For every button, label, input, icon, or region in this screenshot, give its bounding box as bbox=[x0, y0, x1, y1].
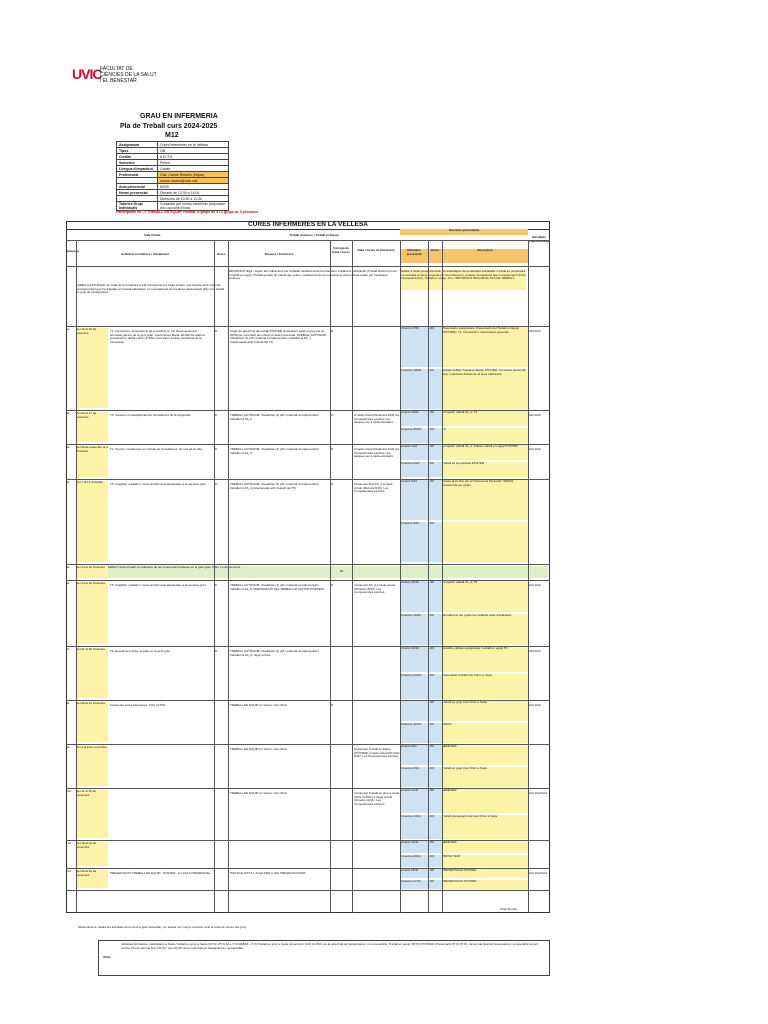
week-aula-activities: T1. Introducció. Antecedents de l'envelliment. T2. Reconeixement i acompanyament de la gent gran. Conferència Marta: ELGIF file audit la presentació i debat entorn al llibre 'Cuit vitero a casa: la història de la formadora' bbox=[110, 329, 205, 344]
header-setmana: Setmana bbox=[66, 249, 79, 253]
week-carrega: 2h bbox=[330, 482, 334, 486]
week-hores bbox=[214, 872, 228, 880]
week-carrega: 2h bbox=[330, 413, 334, 417]
week-hores: 2h bbox=[214, 583, 218, 587]
week-hores: 2h bbox=[214, 413, 218, 417]
week-aula-activities bbox=[110, 748, 212, 786]
info-key: Tutories Grup/ Individuals bbox=[117, 202, 158, 211]
week-lliurament: Lliurament FA_4 a l'aula virtual (Dimarts 15/10). Les Competències escrites. bbox=[354, 583, 395, 595]
week-resultats bbox=[528, 844, 550, 858]
week-resultats: RA2 RA3 bbox=[528, 329, 541, 333]
column-divider bbox=[400, 240, 401, 913]
session-hours: 1:00 bbox=[428, 522, 442, 562]
session-hours: 1:00 bbox=[428, 880, 442, 889]
session-hours: 1:30 bbox=[428, 869, 442, 878]
intro-important-text: IMPORTANT llegir i seguir les indicacions per treballar cadascuna de les tasques i encàrrecs individuals (Treball autònom) com el treball en equip (Treball grupal). El treball que volem i cadascuna de les indicacions serà indispensable per l'avaluació contínua. bbox=[228, 269, 397, 281]
week-number: 11a bbox=[66, 841, 71, 845]
week-lliurament bbox=[354, 872, 400, 888]
session-date bbox=[400, 701, 428, 721]
session-hours: 1:30 bbox=[428, 411, 442, 426]
intro-aula-text: TEMES A ESTUDIAR: de cada tema s'indicarà el pdf corresponent a l'aula virtual i una carpeta amb material complementari que ha d'ajudar en l'estudi individual i en el treball tant de les fitxes d'autoestudi (FA) com treball en grup de l'assignatura. bbox=[76, 283, 224, 295]
session-description: Compartir treball FA_3; T5 bbox=[442, 581, 528, 612]
week-number: 7a bbox=[66, 647, 70, 651]
week-lliurament: A l'aula virtual (Dinàmica 24/9) les Competències escrites i les tasques per a cada estudiant. bbox=[354, 413, 400, 425]
session-description: SEMINARI bbox=[442, 841, 528, 853]
week-aula-activities bbox=[110, 792, 212, 838]
week-tasques: TREBALL AUTÒNOM: Visualitzar (1) pdf i material complementari i treballar la FA_3 bbox=[230, 447, 320, 455]
column-divider bbox=[228, 240, 229, 913]
week-lliurament: Lliurament Treball en Equip (PÒSTER) a l'aula virtual (Dimarts 5/11). Les Competències escrites. bbox=[354, 747, 400, 759]
week-number: 12a bbox=[66, 869, 72, 873]
session-date: Dimarts 19/11 bbox=[400, 841, 428, 853]
week-resultats: RA2 RA3 RA4 bbox=[528, 871, 548, 875]
row-divider bbox=[66, 266, 550, 267]
week-carrega: 2h bbox=[330, 447, 334, 451]
session-date: Dimecres 27/11 bbox=[400, 880, 428, 889]
week-tasques: TREBALL EN EQUIP A L'AULA. Cas Clínic bbox=[230, 791, 288, 795]
session-hours: 1:00 bbox=[428, 767, 442, 787]
info-value: 6 ECTS bbox=[158, 154, 229, 160]
info-value: carme.rosario@uvic.cat bbox=[158, 178, 229, 184]
week-number: 3a bbox=[66, 445, 70, 449]
logo-line: FACULTAT DE bbox=[100, 66, 133, 72]
intro-sessio-text: Assistir a l'aula presencial amb els avantatges de la setmana treballada. A l'aula es presentarà i es revisarà el tema proposat per la professora i a tasca i la sessions que corresponguin (Fitxa d'Autoestudi (FA), Treball en equip, etc.). IMPORTANT SEGUIR EL PLA DE TREBALL bbox=[400, 270, 526, 290]
week-dates: Del 21 al 25 d'octubre bbox=[76, 648, 108, 698]
session-hours: 1:30 bbox=[428, 581, 442, 612]
week-aula-activities bbox=[110, 844, 212, 866]
header-data: Data i forma de lliurament bbox=[357, 248, 395, 252]
week-carrega bbox=[330, 650, 352, 658]
session-description: PROVA TEST bbox=[442, 855, 528, 867]
session-date: Dimarts 22/10 bbox=[400, 647, 428, 672]
session-description: Compartir treball FA_2; Dubtes treball en equip PÒSTER bbox=[442, 445, 528, 460]
week-dates: Del 16 al 20 de setembre bbox=[76, 328, 108, 408]
info-value: Cures Infermeres en la Vellesa bbox=[158, 142, 229, 148]
info-value: Contactar per correu electrònic proposant dia i opcions d'hora. bbox=[158, 202, 229, 211]
week-lliurament: Lliurament Treball en grup a l'aula (CAS CLÍNIC) a l'aula virtual (Dimarts 12/11). Les Competències escrites. bbox=[354, 791, 400, 806]
assessment-label: AVAL. bbox=[103, 955, 112, 959]
week-resultats: RA2 RA3 bbox=[528, 413, 541, 417]
week-number: 8a bbox=[66, 701, 70, 705]
week-dates: Del 14 al 18 d'octubre bbox=[76, 582, 108, 644]
week-tasques: TREBALL EN EQUIP A L'AULA. Cas Clínic bbox=[230, 747, 288, 751]
info-key: Aula presencial bbox=[117, 184, 158, 190]
logo-line: I EL BENESTAR bbox=[100, 78, 137, 84]
plan-title: Pla de Treball curs 2024-2025 bbox=[120, 123, 218, 130]
session-description: Treball presentació del Cas Clínic a l'aula bbox=[442, 815, 528, 839]
info-value: Català bbox=[158, 166, 229, 172]
header-descripcio: Descripció bbox=[442, 249, 528, 263]
info-value: Dimecres de 10:30 a 11:30 bbox=[158, 196, 229, 202]
week-tasques: TREBALL AUTÒNOM: Visualitzar (1) pdf i material complementari i treballar la FA_6 i llegir la fitxa. bbox=[230, 649, 320, 657]
info-value: OB bbox=[158, 148, 229, 154]
info-value: Primer bbox=[158, 160, 229, 166]
session-date: Dimarts 1/10 bbox=[400, 445, 428, 460]
info-value: M209 bbox=[158, 184, 229, 190]
week-hores bbox=[214, 704, 228, 712]
week-carrega: 2h bbox=[330, 583, 334, 587]
session-description: Treball en la proposta PÒSTER bbox=[442, 462, 528, 477]
column-divider bbox=[330, 240, 331, 913]
week-carrega bbox=[330, 792, 352, 800]
week-number: 1a bbox=[66, 327, 70, 331]
column-divider bbox=[352, 240, 353, 913]
session-hours: 1:30 bbox=[428, 445, 442, 460]
observations: Observacions: caldrà les activitats tornin amb a gust d'estudiar, per assolir per menys coneixer amb la resta de temes del grup. bbox=[78, 925, 247, 929]
week-carrega: 2h bbox=[330, 329, 334, 333]
week-number: 5a bbox=[66, 565, 70, 569]
session-hours: 1:00 bbox=[428, 815, 442, 839]
info-key: Tipus bbox=[117, 148, 158, 154]
module-code: M12 bbox=[165, 132, 179, 139]
week-carrega bbox=[330, 872, 352, 880]
week-tasques: TREBALL EN EQUIP A L'AULA. Cas Clínic bbox=[230, 703, 288, 707]
header-carrega: Càrrega de feina / hores bbox=[332, 246, 350, 254]
session-description: SEMINARI bbox=[442, 745, 528, 765]
week-number: 6a bbox=[66, 581, 70, 585]
session-description: Presentació assignatura; Presentació del Treball en Equip (PÒSTER); T1. Introducció i antecedents generals. bbox=[442, 327, 528, 367]
week-carrega: 2h bbox=[330, 703, 334, 707]
assessment-text: Activitats formatives: participació a l'aula / treball en grup a l'aula (10 %); 25 % FA + 5 % DEBAT + 5 % Treball en grup a l'aula presencial / CAS CLÍNIC; de la nota final de l'assignatura i no recuperable. Treball en equip (35 %): PÒSTER. Presentació (5 %) (5 %); de la nota final de l'assignatura i recuperable la part escrita. Prova mínima Test (30 %): test 10/ 06; de la nota final de l'assignatura i recuperable. bbox=[121, 942, 538, 950]
session-date: Dimecres 16/10 bbox=[400, 614, 428, 645]
column-divider bbox=[428, 240, 429, 913]
header-hores: Hores bbox=[216, 252, 226, 256]
week-number: 9a bbox=[66, 745, 70, 749]
week-dates: Del 18 al 22 de novembre bbox=[76, 842, 108, 866]
course-info-table bbox=[116, 141, 229, 211]
header-aula-virtual: Aula Virtual bbox=[143, 233, 161, 237]
session-hours: 1:00 bbox=[428, 855, 442, 867]
week-lliurament bbox=[354, 650, 400, 698]
session-date: Dimarts 15/10 bbox=[400, 581, 428, 612]
session-date: Dimarts 24/09 bbox=[400, 411, 428, 426]
session-date: Dimecres 6/11 bbox=[400, 767, 428, 787]
week-resultats: RA2 RA3 bbox=[528, 583, 541, 587]
session-hours: 1:00 bbox=[428, 841, 442, 853]
week-resultats: RA2 RA3 bbox=[528, 447, 541, 451]
session-hours: 1:00 bbox=[428, 462, 442, 477]
session-date: Dimecres 9/10 bbox=[400, 522, 428, 562]
week-number: 4a bbox=[66, 480, 70, 484]
session-description: FESTA bbox=[442, 723, 528, 743]
session-description: Presentació treball Cas Clínic a l'aula bbox=[442, 674, 528, 699]
week-dates: Del 7 al 11 d'octubre bbox=[76, 481, 108, 562]
session-description: PRESENTACIÓ PÒSTER bbox=[442, 869, 528, 878]
week-carrega bbox=[330, 844, 352, 852]
week-dates: Del 14 al 18 d'octubre bbox=[76, 566, 108, 578]
header-resultats: Resultats d'aprenentatge bbox=[528, 235, 550, 243]
session-description: T3 bbox=[442, 428, 528, 443]
week-dates: Del 4 al 8 de novembre bbox=[76, 746, 108, 786]
session-description: Treball en grup Cas Clínic a l'aula bbox=[442, 767, 528, 787]
week-resultats bbox=[528, 483, 550, 497]
session-date: Dimecres 18/09 bbox=[400, 369, 428, 409]
week-hores bbox=[214, 844, 228, 852]
session-description: Treball en grup Cas Clínic a l'aula bbox=[442, 701, 528, 721]
week-resultats bbox=[528, 748, 550, 762]
session-hours: 1:30 bbox=[428, 480, 442, 520]
session-date: Dimecres 13/11 bbox=[400, 815, 428, 839]
week-dates: Del 11 al 15 de novembre bbox=[76, 790, 108, 838]
week-tasques: Llegir les directrius del treball PÒSTER (individual i aula) el grup per al 20/09 per concretar els criteris a l'aula presencial. TREBALL AUTÒNOM: Visualitzar (1) pdf i material complementari i treballar la FA_1 (relacionada amb l'estudi del T1) bbox=[230, 329, 327, 344]
info-key: Semestre bbox=[117, 160, 158, 166]
session-date: Dimecres 25/09 bbox=[400, 428, 428, 443]
session-hours: 1:00 bbox=[428, 674, 442, 699]
week-tasques: TREBALL AUTÒNOM: Visualitzar (1) pdf i material complementari i treballar la FA_2 bbox=[230, 413, 320, 421]
logo-mark: UVIC bbox=[72, 66, 102, 82]
week-number: 10a bbox=[66, 789, 72, 793]
week-hores: 2h bbox=[214, 482, 218, 486]
week-resultats: RA2 RA3 RA4 bbox=[528, 791, 548, 795]
info-key: Professorat bbox=[117, 172, 158, 178]
header-dinamica: Dinàmica presencial bbox=[400, 249, 428, 263]
logo-caption bbox=[100, 66, 157, 84]
week-dates: Del 28 al 31 d'octubre bbox=[76, 702, 108, 742]
session-hours: 1:00 bbox=[428, 789, 442, 813]
week-aula-activities: T6. Envelliment Actiu: la salut en la gent gran. bbox=[110, 649, 171, 653]
grid-title: CURES INFERMERES EN LA VELLESA bbox=[66, 221, 550, 230]
session-description: Sessió al Centre per a l'Autonomia Personal i SIRIUS. Assistència per grups. bbox=[442, 480, 528, 520]
week-tasques: TREBALL AUTÒNOM: Visualitzar (1) pdf i material complementari i treballar la FA_4 (relacionada amb l'estudi del T5) bbox=[230, 482, 320, 490]
header-sessions: Sessions presencials bbox=[400, 229, 528, 235]
week-aula-activities: T5. Fragilitat, cuidador i cures d'infermeria adequades a la persona gran. bbox=[110, 482, 207, 486]
week-dates: Del 25 al 29 de novembre bbox=[76, 870, 108, 888]
session-date: Dimecres 2/10 bbox=[400, 462, 428, 477]
week-number: 2a bbox=[66, 411, 70, 415]
header-activitats: Activitats formatives i d'avaluació bbox=[120, 252, 170, 256]
column-divider bbox=[528, 240, 529, 913]
session-date: Dimarts 5/11 bbox=[400, 745, 428, 765]
session-hours: 1:00 bbox=[428, 745, 442, 765]
week-hores bbox=[214, 792, 228, 800]
week-tasques: TREBALL AUTÒNOM: Visualitzar (1) pdf i material complementari i treballar la FA_5. PREPARACIÓ DEL TREBALL EN EQUIP (PÒSTER). bbox=[230, 583, 325, 591]
session-description: Resoldre dubtes assignatura i treball en equip T6 bbox=[442, 647, 528, 672]
info-value: Gris, Carme Rosario (Hujos) bbox=[158, 172, 229, 178]
info-key: Llengua d'impartició bbox=[117, 166, 158, 172]
session-description: SEMINARI bbox=[442, 789, 528, 813]
week-lliurament bbox=[354, 844, 400, 866]
degree-title: GRAU EN INFERMERIA bbox=[140, 113, 218, 120]
session-hours: 1:30 bbox=[428, 327, 442, 367]
session-hours: 1:00 bbox=[428, 428, 442, 443]
header-tasques: Tasques i Encàrrecs bbox=[264, 252, 294, 256]
session-date: Dimarts 17/09 bbox=[400, 327, 428, 367]
week-hores: 2h bbox=[214, 649, 218, 653]
session-description: Assistir dubtes Treball en Equip PÒSTER. Concretar temes del grup i concretar dubtes de la seva elaboració. bbox=[442, 369, 528, 409]
participants-note: Participants 55 --> TREBALL EN EQUIP: Formar: 8 grups de 5 i 2 grups de 3 persones bbox=[116, 210, 259, 214]
week-carrega bbox=[330, 748, 352, 756]
info-value: Dimarts de 12:30 a 14:00 bbox=[158, 190, 229, 196]
header-hores-presencial: Hores bbox=[428, 249, 442, 263]
week-aula-activities: T6. Fragilitat, cuidador i cures d'infermeria adequades a la persona gran. bbox=[110, 583, 207, 587]
session-hours: 1:00 bbox=[428, 369, 442, 409]
week-lliurament bbox=[354, 330, 400, 408]
session-description: Compartir treball FA_1; T3 bbox=[442, 411, 528, 426]
session-date: Dimecres 20/11 bbox=[400, 855, 428, 867]
week-resultats: RA2 RA3 bbox=[528, 649, 541, 653]
info-key: Assignatura bbox=[117, 142, 158, 148]
logo-line: CIÈNCIES DE LA SALUT bbox=[100, 72, 157, 78]
week-hores: 2h bbox=[214, 329, 218, 333]
session-hours: 1:00 bbox=[428, 614, 442, 645]
info-key: Crèdits bbox=[117, 154, 158, 160]
week-lliurament bbox=[354, 704, 400, 742]
session-date: Dimecres 30/10 bbox=[400, 723, 428, 743]
header-treball-autonom: Treball Autònom i Treball en Equip bbox=[289, 233, 339, 237]
week-tasques bbox=[230, 844, 328, 866]
session-hours: 1:30 bbox=[428, 701, 442, 721]
row-divider bbox=[66, 890, 550, 891]
week-aula-activities: PRESENTACIÓ TREBALL EN EQUIP - PÒSTER - A L'AULA PRESENCIAL bbox=[110, 871, 211, 875]
info-key: Horari presencial bbox=[117, 190, 158, 196]
week-hores: 2h bbox=[214, 447, 218, 451]
session-hours: 1:00 bbox=[428, 723, 442, 743]
column-divider bbox=[442, 240, 443, 913]
debat-band: DEBAT (Aula Virtual): la utilització de les contencions físiques en la gent gran. Obrir 3 intervencions. bbox=[108, 566, 548, 578]
week-dates: Del 30 de setembre al 4 d'octubre bbox=[76, 446, 108, 477]
week-lliurament: A l'aula virtual (Dinàmica 1/10) les Competències escrites i les tasques per a cada estudiant. bbox=[354, 447, 400, 459]
session-hours: 1:30 bbox=[428, 647, 442, 672]
column-divider bbox=[76, 240, 77, 913]
week-tasques: PUNTUALITAT A L'AULA PER A LES PRESENTACIONS bbox=[230, 871, 306, 875]
session-description: PRESENTACIÓ PÒSTER bbox=[442, 880, 528, 889]
week-dates: Del 23 al 27 de setembre bbox=[76, 412, 108, 442]
week-aula-activities: T3. Causes i conseqüències de l'envelliment de la longevitat. bbox=[110, 413, 191, 417]
week-aula-activities: Lliurament cures infermeres. CAS CLÍNIC bbox=[110, 703, 166, 707]
row-divider bbox=[66, 240, 550, 241]
week-aula-activities: T4. Teories i tendències en l'estudi de l'envelliment. El curs de la vida. bbox=[110, 447, 203, 451]
week-lliurament: Lliurament fitxa FA_3 a l'aula virtual (Dimarts 8/10). Les Competències escrites. bbox=[354, 482, 393, 494]
session-date: Dimarts 26/11 bbox=[400, 869, 428, 878]
column-divider bbox=[214, 240, 215, 913]
session-description bbox=[442, 522, 528, 562]
session-date: Dimarts 8/10 bbox=[400, 480, 428, 520]
session-date: Dimarts 12/11 bbox=[400, 789, 428, 813]
assessment-box bbox=[98, 940, 550, 976]
session-description: Simulacions per grups per realitzar tests d'avaluació bbox=[442, 614, 528, 645]
total-hours-label: Total d'hores bbox=[500, 907, 517, 911]
session-date: Dimecres 23/10 bbox=[400, 674, 428, 699]
week-hores bbox=[214, 748, 228, 756]
debat-hours: 6h bbox=[340, 569, 344, 573]
week-resultats: RA2 RA3 bbox=[528, 703, 541, 707]
